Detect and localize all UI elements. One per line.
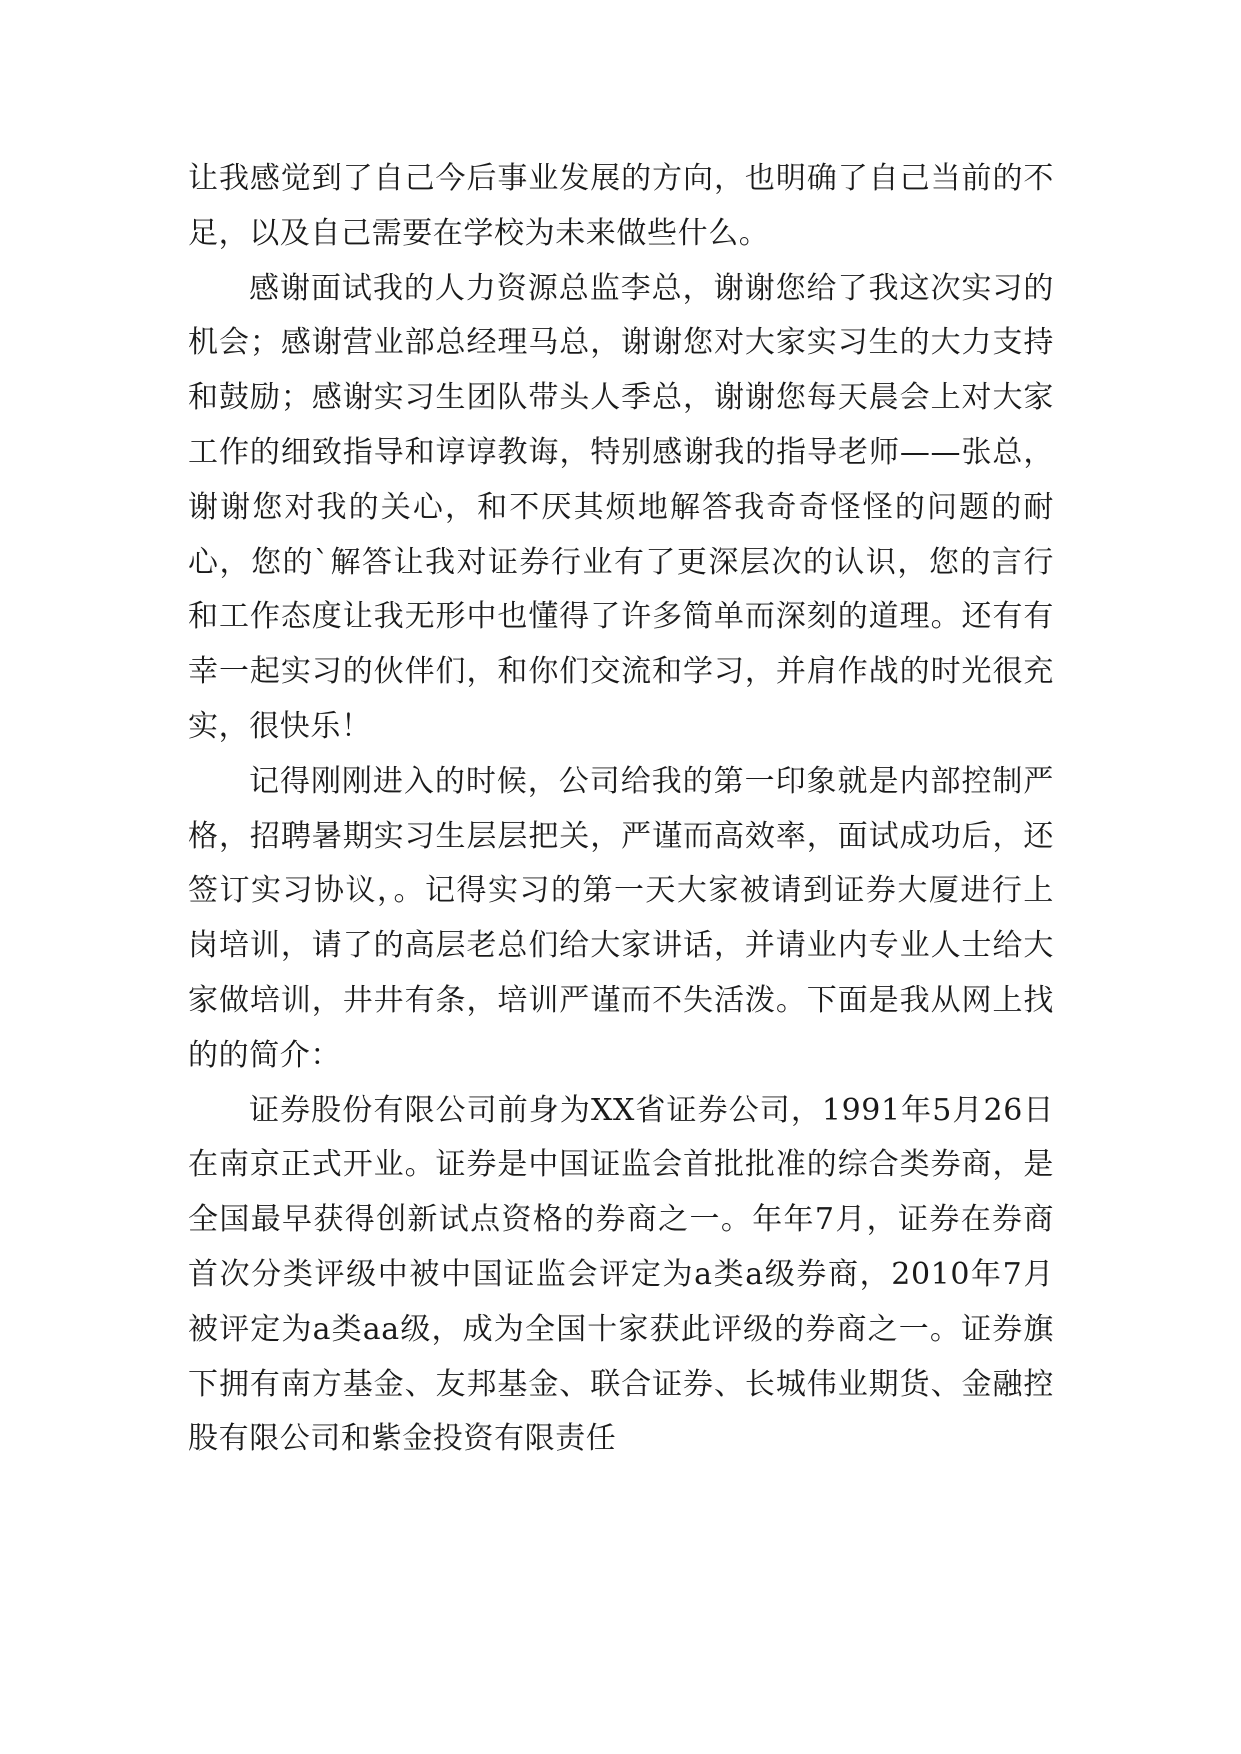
paragraph-2: 感谢面试我的人力资源总监李总，谢谢您给了我这次实习的机会；感谢营业部总经理马总，谢谢您对大家实习生的大力支持和鼓励；感谢实习生团队带头人季总，谢谢您每天晨会上对大家工作的细致指导和谆谆教诲，特别感谢我的指导老师——张总，谢谢您对我的关心，和不厌其烦地解答我奇奇怪怪的问题的耐心，您的`解答让我对证券行业有了更深层次的认识，您的言行和工作态度让我无形中也懂得了许多简单而深刻的道理。还有有幸一起实习的伙伴们，和你们交流和学习，并肩作战的时光很充实，很快乐！	[188, 270, 1054, 744]
paragraph-3: 记得刚刚进入的时候，公司给我的第一印象就是内部控制严格，招聘暑期实习生层层把关，严谨而高效率，面试成功后，还签订实习协议，。记得实习的第一天大家被请到证券大厦进行上岗培训，请了的高层老总们给大家讲话，并请业内专业人士给大家做培训，井井有条，培训严谨而不失活泼。下面是我从网上找的的简介：	[188, 763, 1054, 1073]
paragraph-4: 证券股份有限公司前身为XX省证券公司，1991年5月26日在南京正式开业。证券是中国证监会首批批准的综合类券商，是全国最早获得创新试点资格的券商之一。年年7月，证券在券商首次分类评级中被中国证监会评定为a类a级券商，2010年7月被评定为a类aa级，成为全国十家获此评级的券商之一。证券旗下拥有南方基金、友邦基金、联合证券、长城伟业期货、金融控股有限公司和紫金投资有限责任	[188, 1092, 1054, 1457]
document-body	[188, 152, 1054, 1467]
paragraph-1: 让我感觉到了自己今后事业发展的方向，也明确了自己当前的不足，以及自己需要在学校为未来做些什么。	[188, 161, 1054, 251]
